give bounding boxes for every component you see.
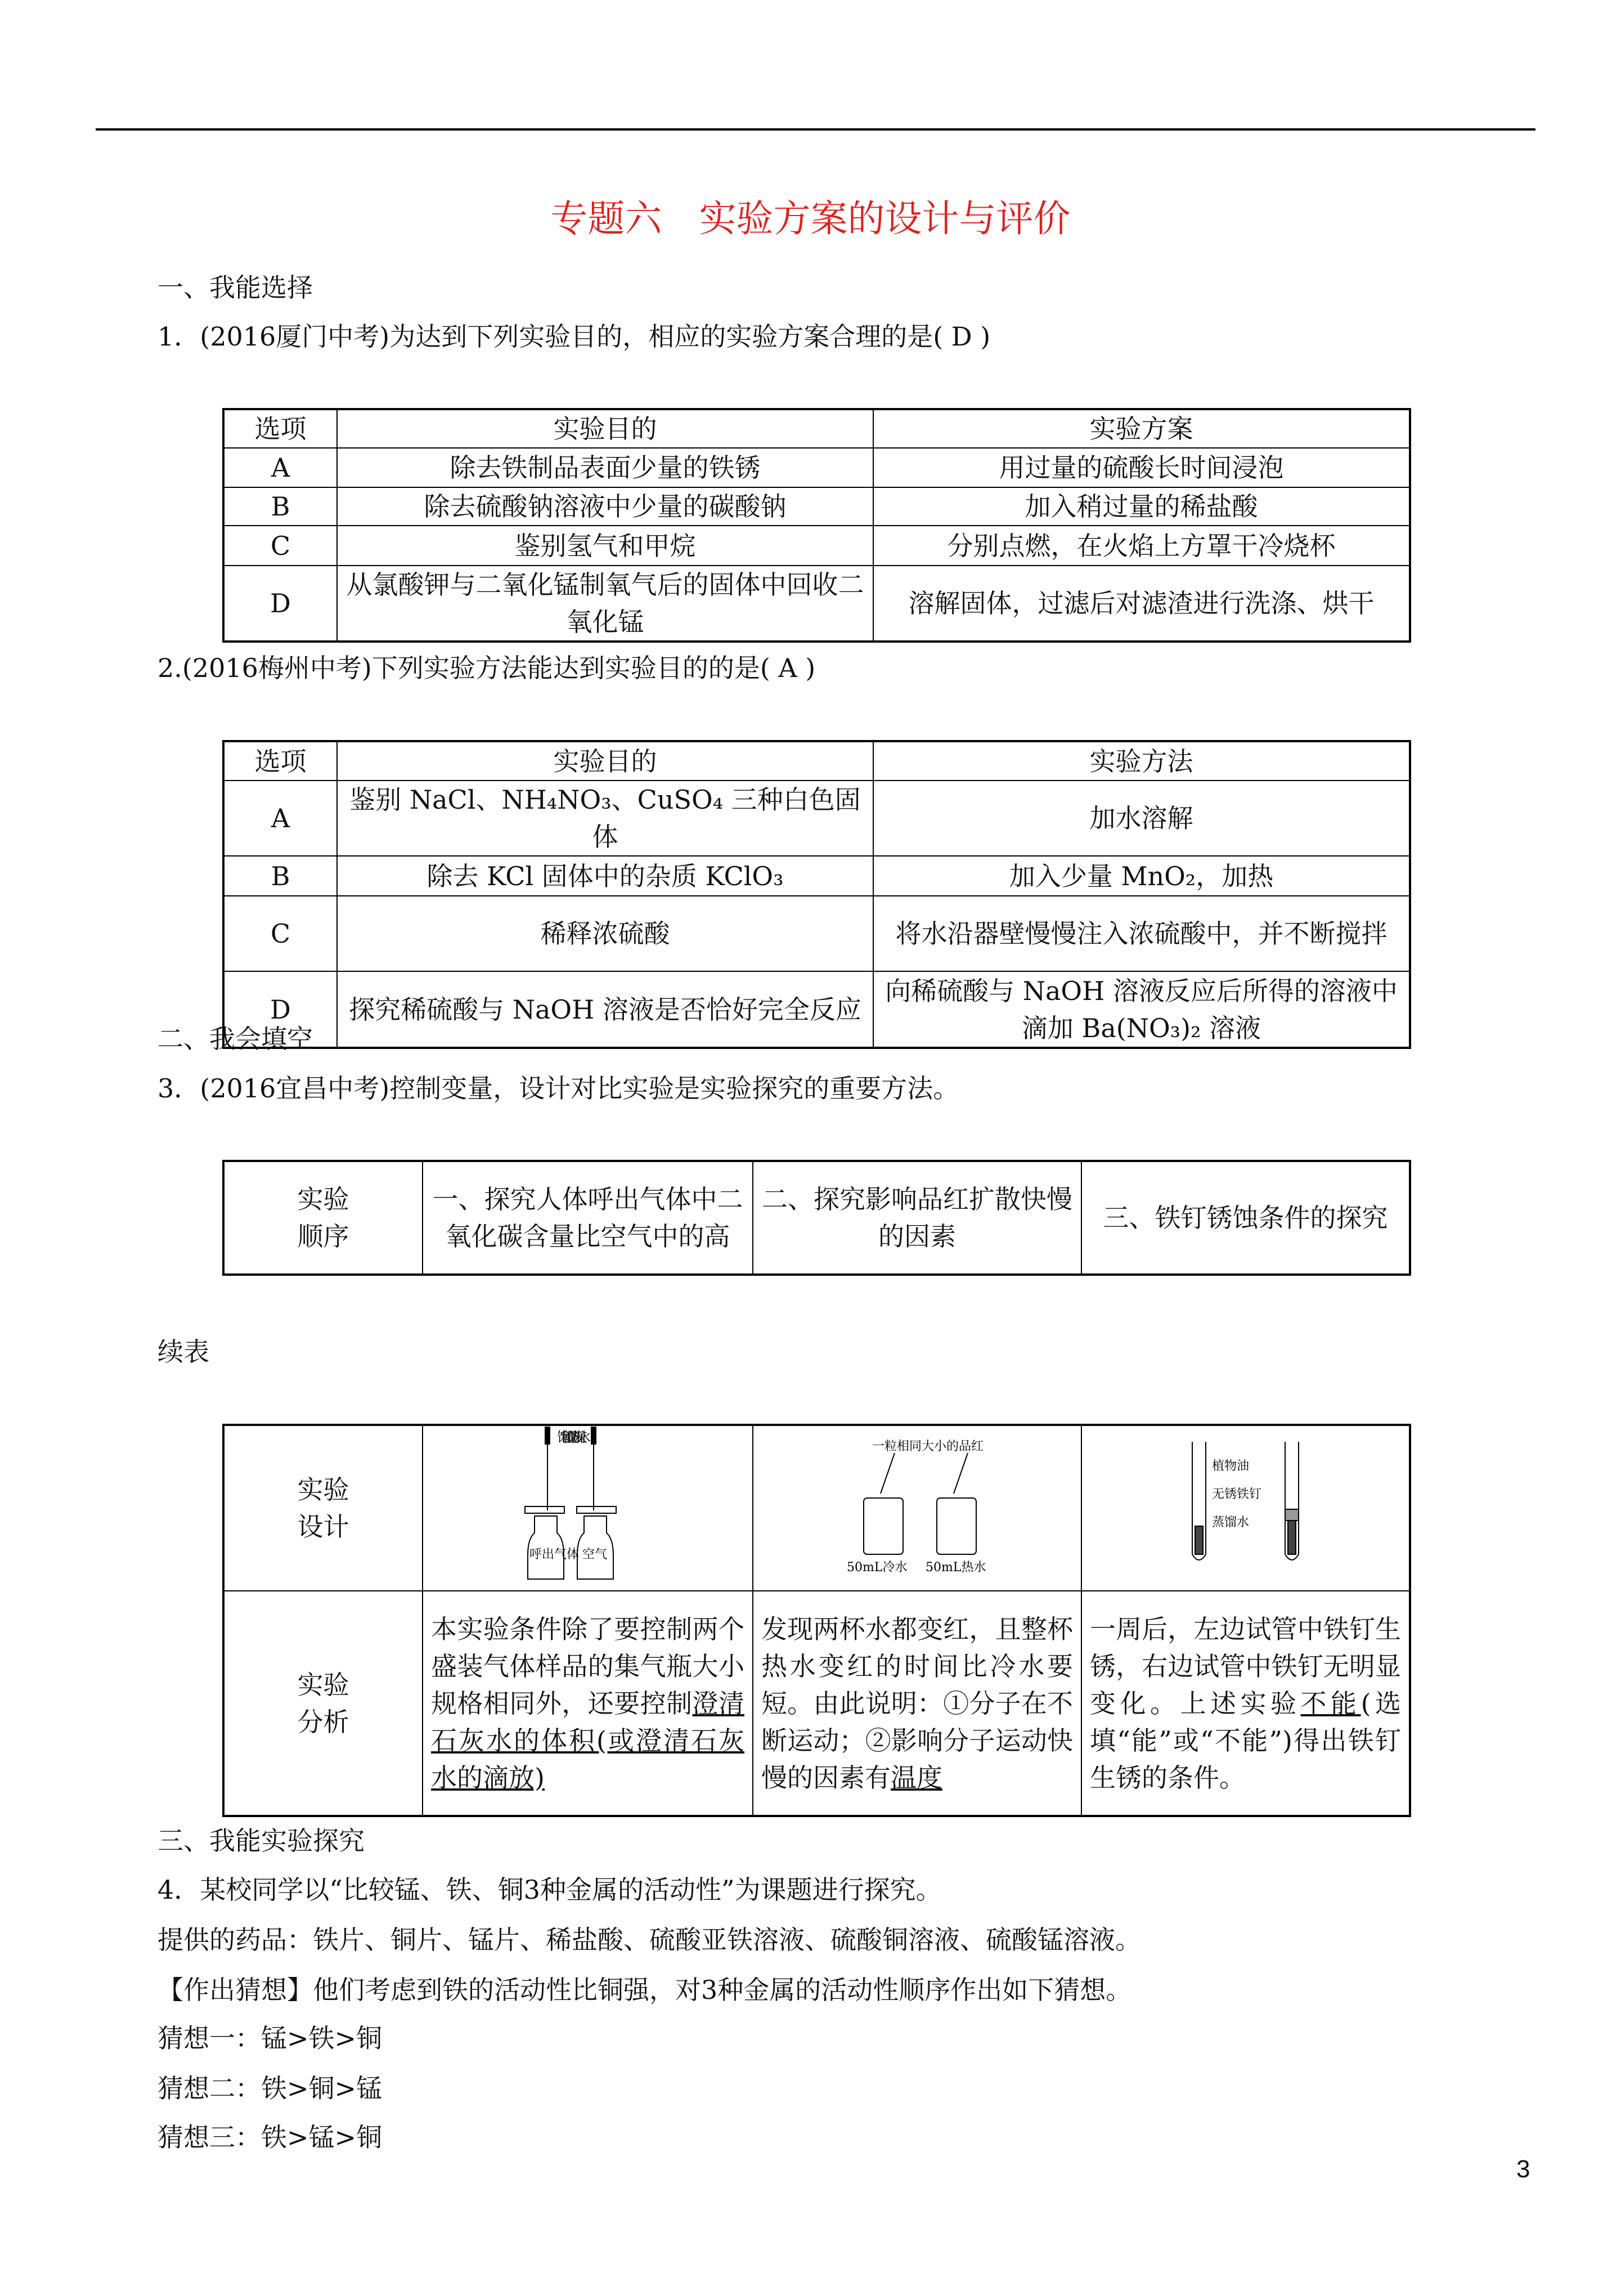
table-cell: A xyxy=(223,781,337,856)
table-cell: A xyxy=(223,448,337,487)
question-2-table xyxy=(222,740,1411,1049)
header-cell: 实验目的 xyxy=(337,741,873,781)
order-cell: 一、探究人体呼出气体中二氧化碳含量比空气中的高 xyxy=(423,1161,753,1275)
hypothesis-2: 猜想二：铁>铜>锰 xyxy=(158,2073,383,2104)
section-heading-3: 三、我能实验探究 xyxy=(158,1826,365,1856)
beaker-label: 50mL热水 xyxy=(926,1560,986,1575)
header-cell: 实验方案 xyxy=(873,409,1410,448)
table-cell: D xyxy=(223,971,337,1048)
table-cell: 加入稍过量的稀盐酸 xyxy=(873,487,1410,526)
analysis-label: 实验分析 xyxy=(223,1591,423,1816)
answer-blank: 温度 xyxy=(891,1762,942,1793)
bottles-diagram xyxy=(423,1425,753,1591)
beakers-illustration xyxy=(824,1430,1010,1577)
diagram-label: 一粒相同大小的品红 xyxy=(872,1439,984,1454)
page-number: 3 xyxy=(1516,2155,1530,2183)
table-cell: 除去硫酸钠溶液中少量的碳酸钠 xyxy=(337,487,873,526)
question-4-materials: 提供的药品：铁片、铜片、锰片、稀盐酸、硫酸亚铁溶液、硫酸铜溶液、硫酸锰溶液。 xyxy=(158,1925,1141,1955)
table-cell: C xyxy=(223,526,337,566)
table-cell: 将水沿器壁慢慢注入浓硫酸中，并不断搅拌 xyxy=(873,896,1410,971)
order-label: 实验顺序 xyxy=(223,1161,423,1275)
test-tubes-illustration xyxy=(1173,1430,1319,1577)
table-cell: 加入少量 MnO₂，加热 xyxy=(873,856,1410,896)
table-cell: 稀释浓硫酸 xyxy=(337,896,873,971)
header-cell: 实验方法 xyxy=(873,741,1410,781)
page-title: 专题六 实验方案的设计与评价 xyxy=(550,197,1071,240)
oil-label: 植物油 xyxy=(1211,1459,1249,1473)
question-1-table xyxy=(222,408,1411,643)
header-cell: 选项 xyxy=(223,409,337,448)
top-rule xyxy=(96,128,1535,131)
table-cell: 鉴别 NaCl、NH₄NO₃、CuSO₄ 三种白色固体 xyxy=(337,781,873,856)
gas-bottles-illustration xyxy=(504,1426,672,1581)
table-cell: 鉴别氢气和甲烷 xyxy=(337,526,873,566)
analysis-cell: 本实验条件除了要控制两个盛装气体样品的集气瓶大小规格相同外，还要控制澄清石灰水的体积(或澄清石灰水的滴放) xyxy=(423,1591,753,1816)
answer-blank: 澄清石灰水的体积(或澄清石灰水的滴放) xyxy=(431,1688,745,1793)
analysis-cell: 一周后，左边试管中铁钉生锈，右边试管中铁钉无明显变化。上述实验不能(选填“能”或“不能”)得出铁钉生锈的条件。 xyxy=(1081,1591,1410,1816)
table-cell: B xyxy=(223,487,337,526)
question-1: 1．(2016厦门中考)为达到下列实验目的，相应的实验方案合理的是( D ) xyxy=(158,321,991,352)
continued-label: 续表 xyxy=(158,1337,209,1367)
table-cell: 分别点燃，在火焰上方罩干冷烧杯 xyxy=(873,526,1410,566)
table-cell: D xyxy=(223,566,337,642)
table-cell: 从氯酸钾与二氧化锰制氧气后的固体中回收二氧化锰 xyxy=(337,566,873,642)
header-cell: 选项 xyxy=(223,741,337,781)
table-cell: 加水溶解 xyxy=(873,781,1410,856)
beakers-diagram xyxy=(753,1425,1081,1591)
order-cell: 三、铁钉锈蚀条件的探究 xyxy=(1081,1161,1410,1275)
table-cell: 向稀硫酸与 NaOH 溶液反应后所得的溶液中滴加 Ba(NO₃)₂ 溶液 xyxy=(873,971,1410,1048)
analysis-cell: 发现两杯水都变红，且整杯热水变红的时间比冷水要短。由此说明：①分子在不断运动；②影响分子运动快慢的因素有温度 xyxy=(753,1591,1081,1816)
order-cell: 二、探究影响品红扩散快慢的因素 xyxy=(753,1161,1081,1275)
table-cell: C xyxy=(223,896,337,971)
beaker-label: 50mL冷水 xyxy=(847,1560,908,1575)
answer-blank: 不能 xyxy=(1300,1688,1361,1719)
nail-label: 无锈铁钉 xyxy=(1211,1487,1261,1501)
question-4: 4．某校同学以“比较锰、铁、铜3种金属的活动性”为课题进行探究。 xyxy=(158,1875,942,1905)
bottle-label: 呼出气体 xyxy=(529,1548,579,1562)
question-4-hypothesis: 【作出猜想】他们考虑到铁的活动性比铜强，对3种金属的活动性顺序作出如下猜想。 xyxy=(158,1975,1132,2005)
question-3-continued-table xyxy=(222,1424,1411,1817)
table-cell: 溶解固体，过滤后对滤渣进行洗涤、烘干 xyxy=(873,566,1410,642)
header-cell: 实验目的 xyxy=(337,409,873,448)
bottle-label: 空气 xyxy=(582,1548,607,1562)
dropper-label: 饱和澄清石灰水 xyxy=(556,1429,591,1445)
design-label: 实验设计 xyxy=(223,1425,423,1591)
test-tubes-diagram xyxy=(1081,1425,1410,1591)
question-3-table xyxy=(222,1160,1411,1276)
table-cell: 用过量的硫酸长时间浸泡 xyxy=(873,448,1410,487)
question-2: 2.(2016梅州中考)下列实验方法能达到实验目的的是( A ) xyxy=(158,653,816,683)
section-heading-1: 一、我能选择 xyxy=(158,272,313,303)
hypothesis-1: 猜想一：锰>铁>铜 xyxy=(158,2023,383,2053)
hypothesis-3: 猜想三：铁>锰>铜 xyxy=(158,2122,383,2152)
table-cell: 除去铁制品表面少量的铁锈 xyxy=(337,448,873,487)
question-3: 3．(2016宜昌中考)控制变量，设计对比实验是实验探究的重要方法。 xyxy=(158,1073,959,1104)
table-cell: 除去 KCl 固体中的杂质 KClO₃ xyxy=(337,856,873,896)
table-cell: B xyxy=(223,856,337,896)
table-cell: 探究稀硫酸与 NaOH 溶液是否恰好完全反应 xyxy=(337,971,873,1048)
water-label: 蒸馏水 xyxy=(1211,1515,1249,1530)
section-heading-2: 二、我会填空 xyxy=(158,1024,313,1054)
